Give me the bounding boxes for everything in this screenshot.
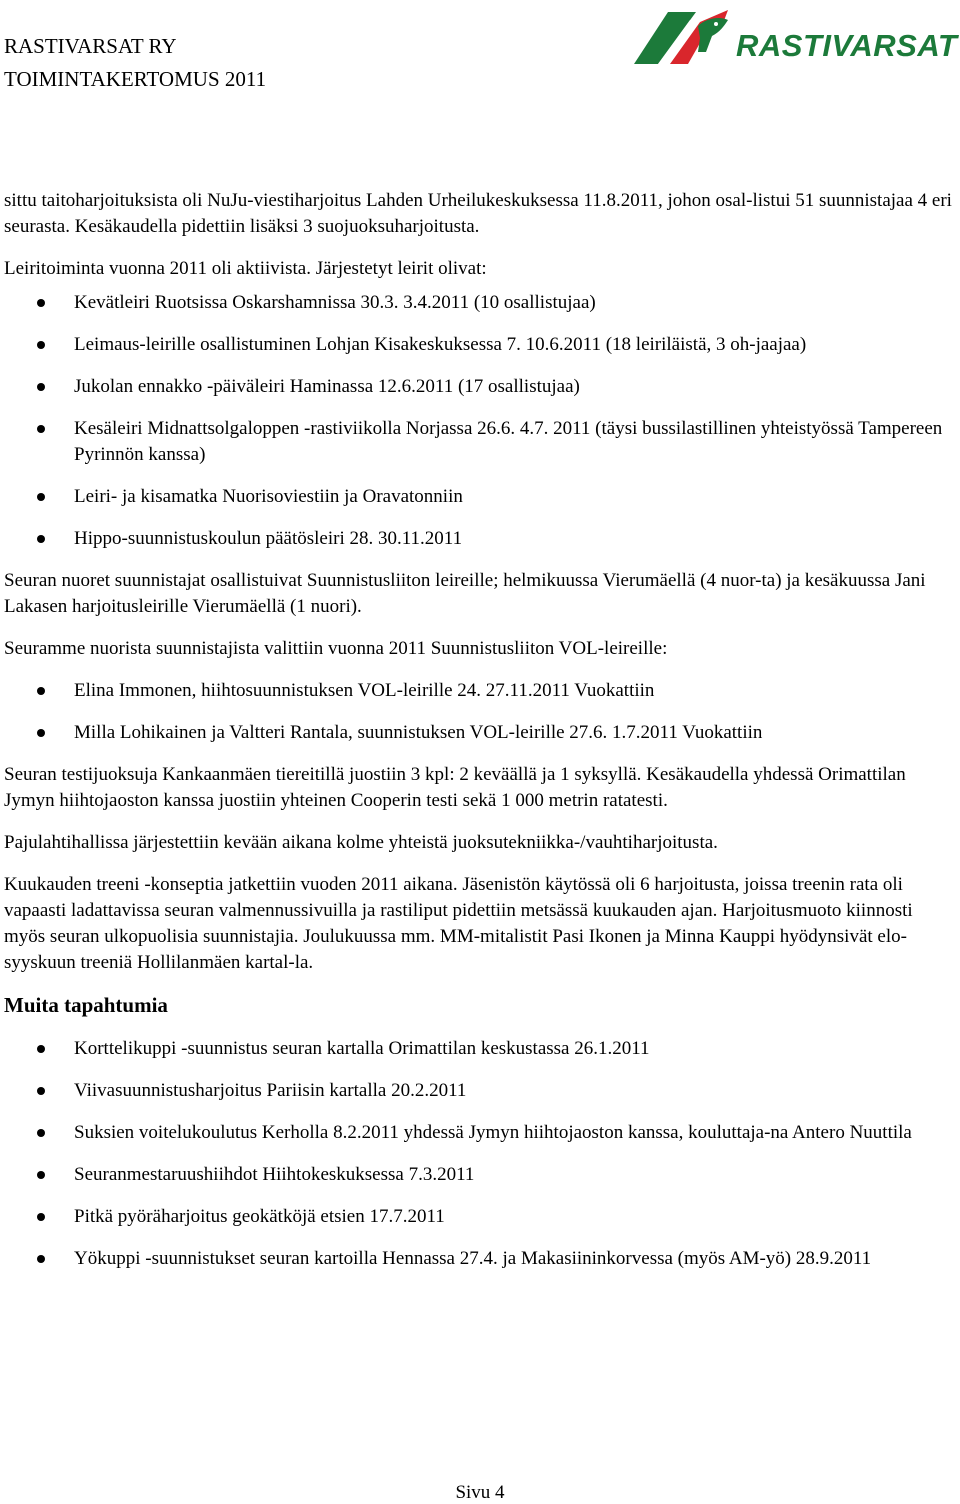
organization-name: RASTIVARSAT RY (4, 34, 177, 58)
list-item: Milla Lohikainen ja Valtteri Rantala, suunnistuksen VOL-leirille 27.6. 1.7.2011 Vuokattiin (4, 720, 952, 746)
list-item: Hippo-suunnistuskoulun päätösleiri 28. 30.11.2011 (4, 526, 952, 552)
report-body (4, 188, 952, 1288)
list-item: Elina Immonen, hiihtosuunnistuksen VOL-leirille 24. 27.11.2011 Vuokattiin (4, 678, 952, 704)
section-heading-other-events: Muita tapahtumia (4, 993, 168, 1017)
list-item: Korttelikuppi -suunnistus seuran kartalla Orimattilan keskustassa 26.1.2011 (4, 1036, 952, 1062)
events-list (4, 1036, 952, 1272)
paragraph-training: sittu taitoharjoituksista oli NuJu-viestiharjoitus Lahden Urheilukeskuksessa 11.8.2011, johon osal-listui 51 suunnistajaa 4 eri seurasta. Kesäkaudella pidettiin lisäksi 3 suojuoksuharjoitusta. (4, 190, 952, 237)
list-item: Seuranmestaruushiihdot Hiihtokeskuksessa 7.3.2011 (4, 1162, 952, 1188)
list-item: Kevätleiri Ruotsissa Oskarshamnissa 30.3. 3.4.2011 (10 osallistujaa) (4, 290, 952, 316)
list-item: Suksien voitelukoulutus Kerholla 8.2.2011 yhdessä Jymyn hiihtojaoston kanssa, kouluttaja-na Antero Nuuttila (4, 1120, 952, 1146)
paragraph-pajulahti: Pajulahtihallissa järjestettiin kevään aikana kolme yhteistä juoksutekniikka-/vauhtiharjoitusta. (4, 832, 718, 853)
list-item: Jukolan ennakko -päiväleiri Haminassa 12.6.2011 (17 osallistujaa) (4, 374, 952, 400)
horse-logo-icon (628, 6, 738, 68)
paragraph-monthly-training: Kuukauden treeni -konseptia jatkettiin vuoden 2011 aikana. Jäsenistön käytössä oli 6 harjoitusta, joissa treenin rata oli vapaasti ladattavissa seuran valmennussivuilla ja rastiliput pidettiin metsässä kuukauden ajan. Harjoitusmuoto kiinnosti myös seuran ulkopuolisia suunnistajia. Joulukuussa mm. MM-mitalistit Pasi Ikonen ja Minna Kauppi hyödynsivät elo-syyskuun treeniä Hollilanmäen kartal-la. (4, 874, 913, 973)
logo-wordmark: RASTIVARSAT (736, 28, 958, 63)
list-item: Yökuppi -suunnistukset seuran kartoilla Hennassa 27.4. ja Makasiininkorvessa (myös AM-yö) 28.9.2011 (4, 1246, 952, 1272)
report-title: TOIMINTAKERTOMUS 2011 (4, 67, 267, 91)
list-item: Leimaus-leirille osallistuminen Lohjan Kisakeskuksessa 7. 10.6.2011 (18 leiriläistä, 3 oh-jaajaa) (4, 332, 952, 358)
paragraph-test-runs: Seuran testijuoksuja Kankaanmäen tiereitillä juostiin 3 kpl: 2 keväällä ja 1 syksyllä. Kesäkaudella yhdessä Orimattilan Jymyn hiihtojaoston kanssa juostiin yhteinen Cooperin testi sekä 1 000 metrin ratatesti. (4, 764, 906, 811)
paragraph-vol-intro: Seuramme nuorista suunnistajista valittiin vuonna 2011 Suunnistusliiton VOL-leireille: (4, 638, 668, 659)
paragraph-youth-camps: Seuran nuoret suunnistajat osallistuivat Suunnistusliiton leireille; helmikuussa Vierumäellä (4 nuor-ta) ja kesäkuussa Jani Lakasen harjoitusleirille Vierumäellä (1 nuori). (4, 570, 926, 617)
page-number: Sivu 4 (455, 1482, 505, 1503)
list-item: Pitkä pyöräharjoitus geokätköjä etsien 17.7.2011 (4, 1204, 952, 1230)
list-item: Leiri- ja kisamatka Nuorisoviestiin ja Oravatonniin (4, 484, 952, 510)
rastivarsat-logo (628, 6, 958, 68)
camps-list (4, 290, 952, 552)
list-item: Viivasuunnistusharjoitus Pariisin kartalla 20.2.2011 (4, 1078, 952, 1104)
vol-list (4, 678, 952, 746)
paragraph-camps-intro: Leiritoiminta vuonna 2011 oli aktiivista. Järjestetyt leirit olivat: (4, 258, 487, 279)
document-header (4, 30, 266, 96)
list-item: Kesäleiri Midnattsolgaloppen -rastiviikolla Norjassa 26.6. 4.7. 2011 (täysi bussilastillinen yhteistyössä Tampereen Pyrinnön kanssa) (4, 416, 952, 468)
